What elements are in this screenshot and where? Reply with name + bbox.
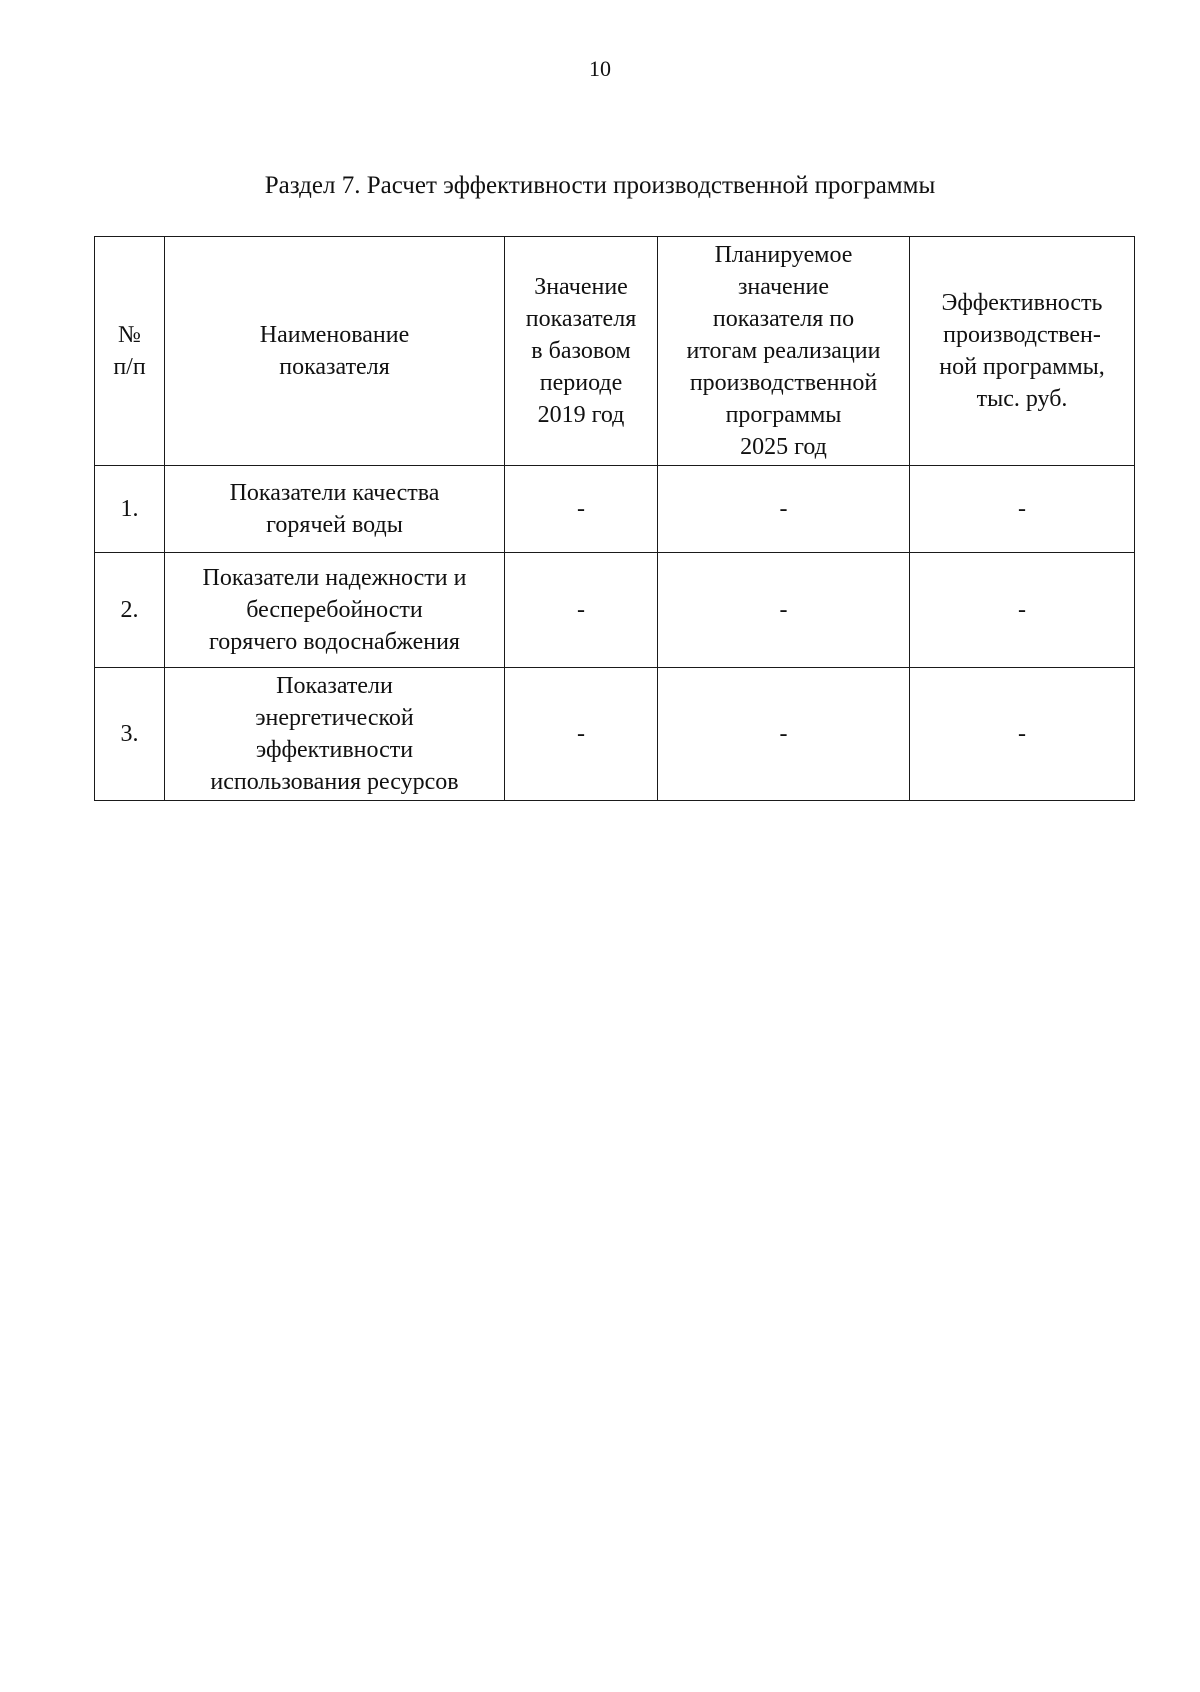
row-efficiency: -: [910, 668, 1135, 801]
row-efficiency: -: [910, 466, 1135, 553]
row-efficiency: -: [910, 553, 1135, 668]
table-row: [95, 668, 1135, 801]
header-number: № п/п: [95, 237, 165, 466]
efficiency-table: [94, 236, 1135, 801]
page-number: 10: [589, 56, 611, 81]
row-planned-value: -: [658, 553, 910, 668]
table-row: [95, 466, 1135, 553]
row-base-value: -: [505, 466, 658, 553]
row-planned-value: -: [658, 466, 910, 553]
header-planned-value: Планируемое значение показателя по итогам реализации производственной программы 2025 год: [658, 237, 910, 466]
row-base-value: -: [505, 553, 658, 668]
row-indicator-name: Показатели качества горячей воды: [165, 466, 505, 553]
header-efficiency: Эффективность производствен- ной программы, тыс. руб.: [910, 237, 1135, 466]
row-number: 1.: [95, 466, 165, 553]
row-indicator-name: Показатели надежности и бесперебойности горячего водоснабжения: [165, 553, 505, 668]
row-indicator-name: Показатели энергетической эффективности использования ресурсов: [165, 668, 505, 801]
row-number: 2.: [95, 553, 165, 668]
row-number: 3.: [95, 668, 165, 801]
header-indicator-name: Наименование показателя: [165, 237, 505, 466]
table-row: [95, 553, 1135, 668]
row-planned-value: -: [658, 668, 910, 801]
header-base-value: Значение показателя в базовом периоде 2019 год: [505, 237, 658, 466]
table-header-row: [95, 237, 1135, 466]
section-title: Раздел 7. Расчет эффективности производственной программы: [264, 172, 936, 199]
row-base-value: -: [505, 668, 658, 801]
